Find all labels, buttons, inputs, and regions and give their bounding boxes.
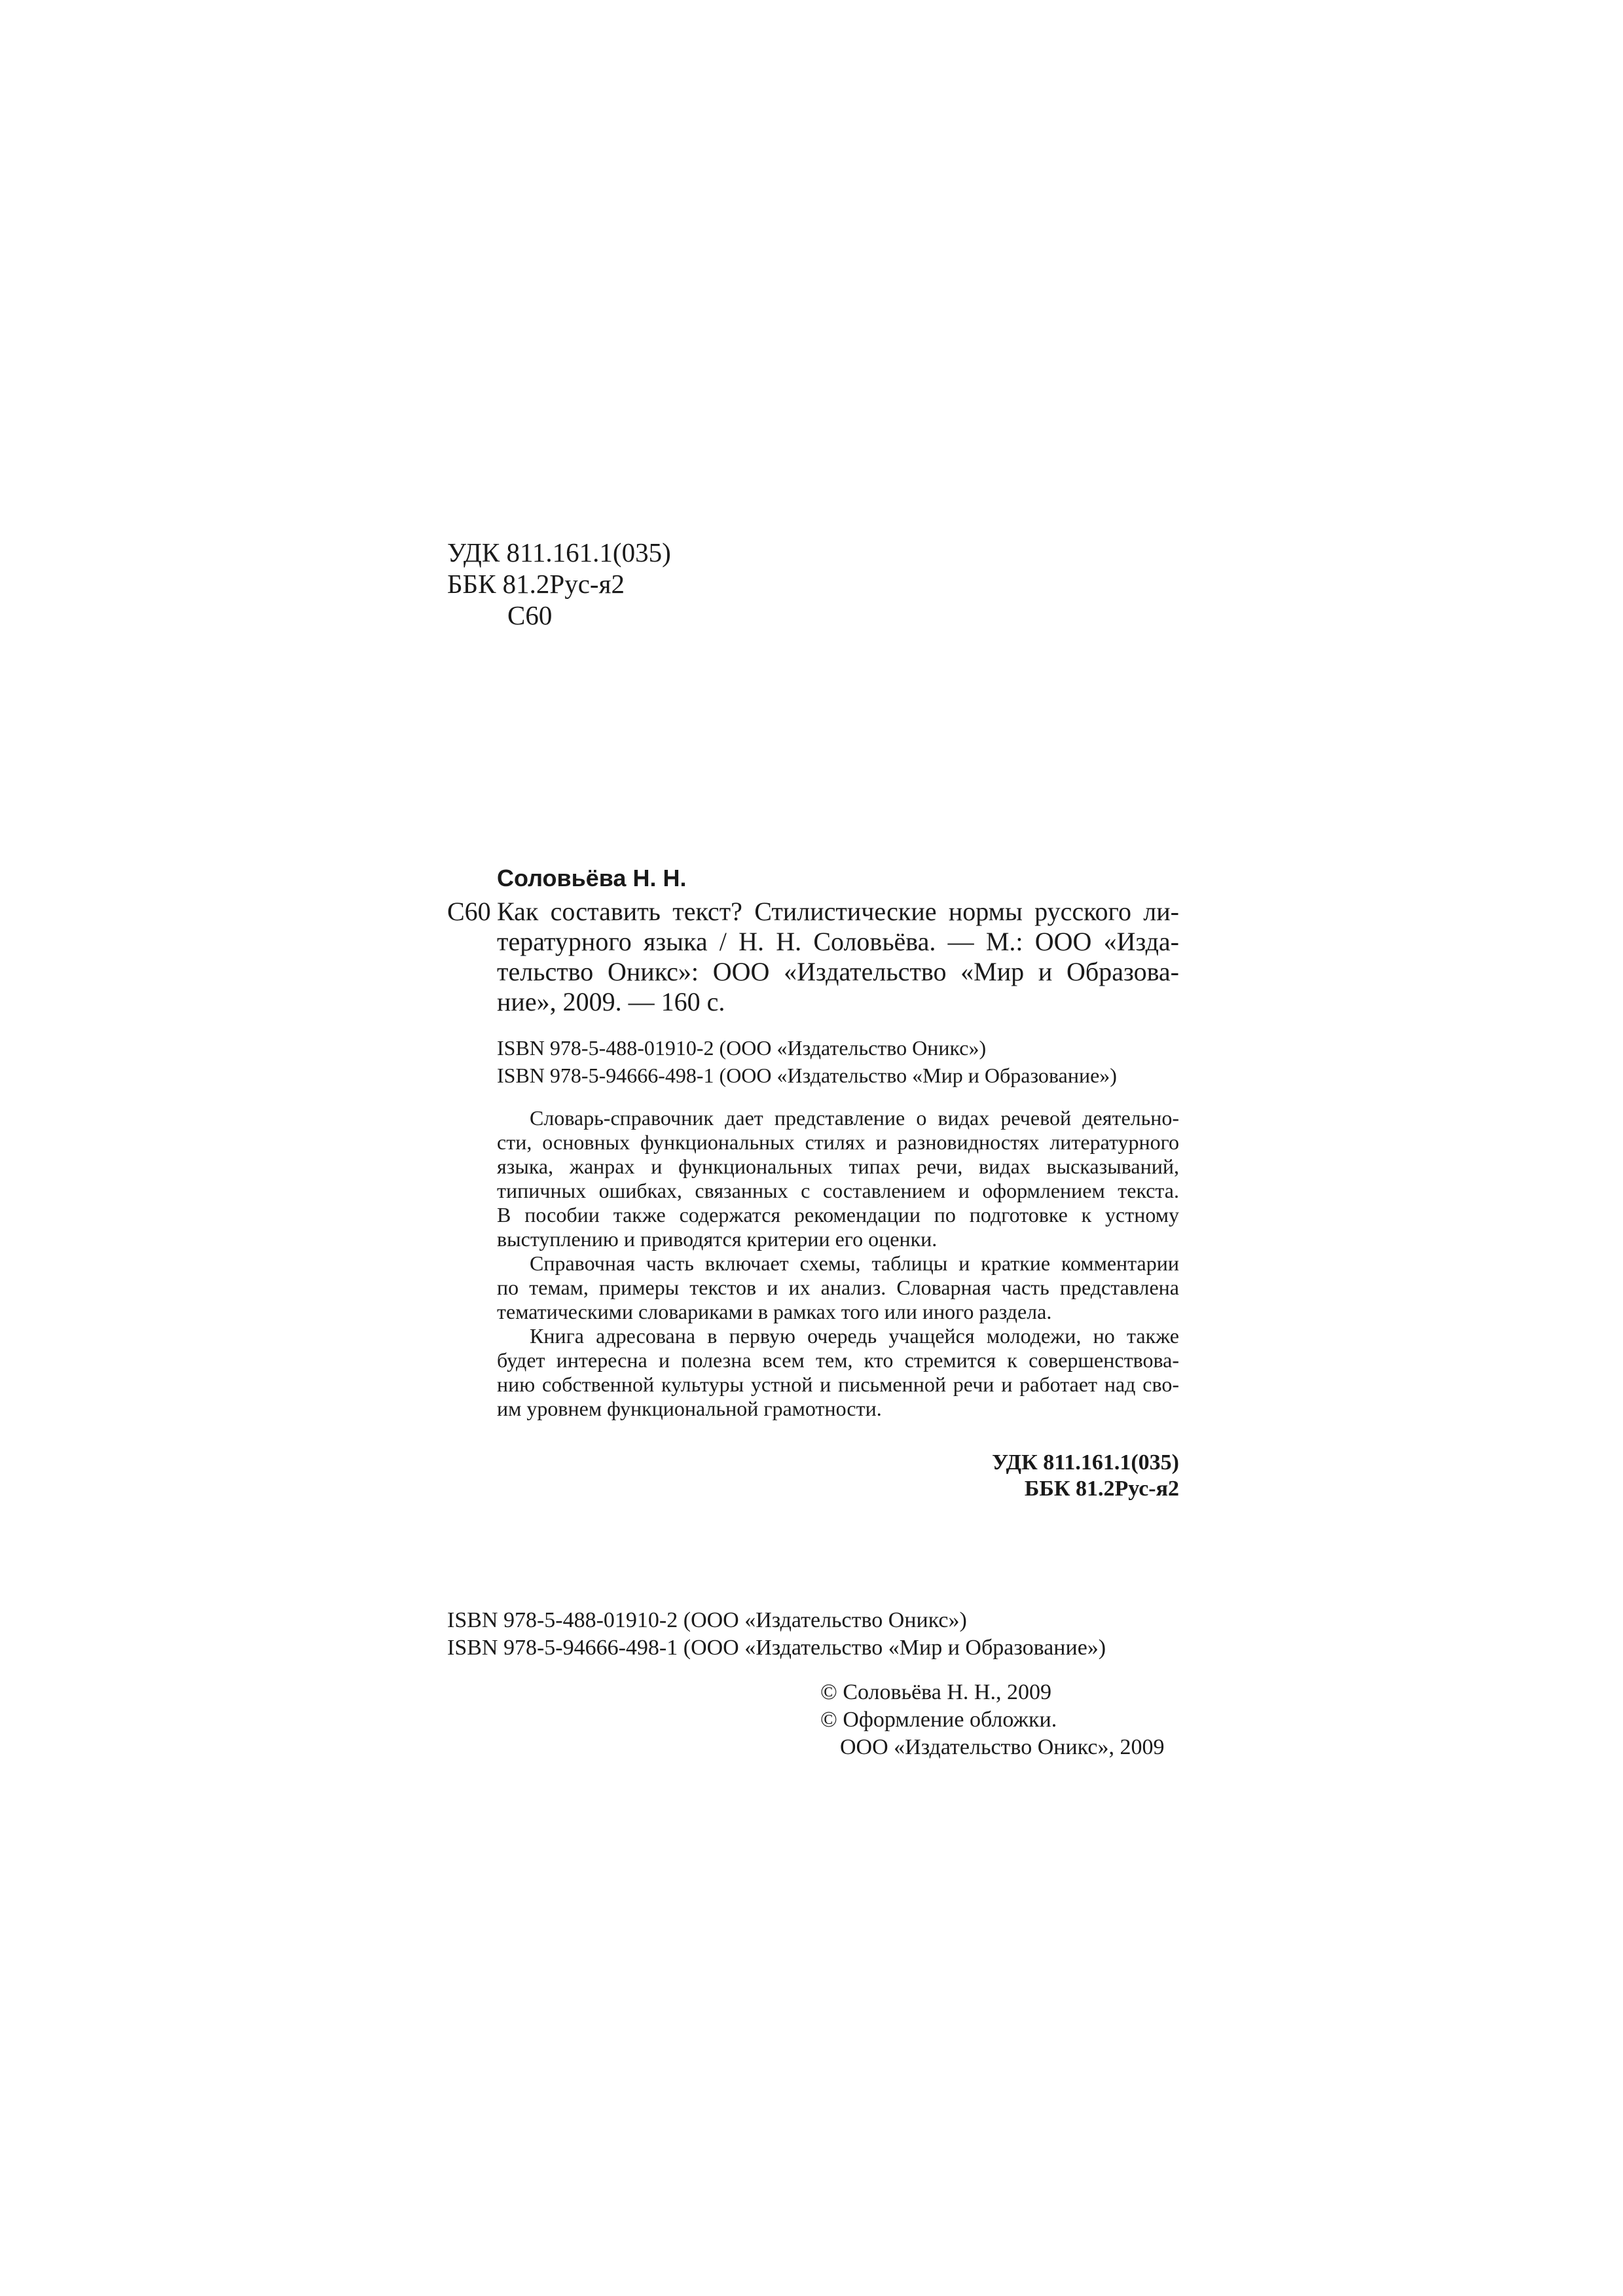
classification-block xyxy=(447,537,671,631)
entry-bbk: ББК 81.2Рус-я2 xyxy=(1024,1477,1179,1501)
copyright-author: © Соловьёва Н. Н., 2009 xyxy=(820,1680,1051,1704)
abstract-paragraph-1 xyxy=(497,1106,1179,1251)
entry-description xyxy=(497,897,1179,1017)
bbk-code: ББК 81.2Рус-я2 xyxy=(447,569,625,599)
entry-isbn-onyx: ISBN 978-5-488-01910-2 (ООО «Издательство Оникс») xyxy=(497,1036,987,1060)
abstract-line: будет интересна и полезна всем тем, кто стремится к совершенствова- xyxy=(497,1348,1179,1372)
abstract-line: по темам, примеры текстов и их анализ. Словарная часть представлена xyxy=(497,1276,1179,1299)
copyright-cover: © Оформление обложки. xyxy=(820,1708,1057,1732)
entry-author-mark: С60 xyxy=(447,897,491,926)
entry-isbn-list xyxy=(497,1034,1179,1089)
abstract-line: Книга адресована в первую очередь учащейся молодежи, но также xyxy=(530,1324,1179,1348)
abstract-paragraph-2 xyxy=(497,1251,1179,1324)
abstract-line: тематическими словариками в рамках того или иного раздела. xyxy=(497,1300,1052,1323)
copyright-block xyxy=(820,1679,1164,1761)
isbn-onyx: ISBN 978-5-488-01910-2 (ООО «Издательство Оникс») xyxy=(447,1608,967,1632)
abstract-line: сти, основных функциональных стилях и разновидностях литературного xyxy=(497,1130,1179,1154)
abstract xyxy=(497,1106,1179,1421)
abstract-line: выступлению и приводятся критерии его оценки. xyxy=(497,1227,938,1251)
udc-code: УДК 811.161.1(035) xyxy=(447,537,671,567)
isbn-block xyxy=(447,1607,1106,1662)
description-line: ние», 2009. — 160 с. xyxy=(497,987,725,1016)
entry-udc: УДК 811.161.1(035) xyxy=(992,1450,1179,1475)
description-line: Как составить текст? Стилистические нормы русского ли- xyxy=(497,897,1179,926)
description-line: тельство Оникс»: ООО «Издательство «Мир и Образова- xyxy=(497,957,1179,986)
abstract-line: им уровнем функциональной грамотности. xyxy=(497,1397,882,1420)
entry-description-row xyxy=(447,897,1179,1017)
abstract-line: типичных ошибках, связанных с составлением и оформлением текста. xyxy=(497,1179,1179,1202)
abstract-line: языка, жанрах и функциональных типах речи, видах высказываний, xyxy=(497,1155,1179,1178)
entry-author: Соловьёва Н. Н. xyxy=(497,865,687,891)
abstract-line: В пособии также содержатся рекомендации по подготовке к устному xyxy=(497,1203,1179,1227)
abstract-line: Словарь-справочник дает представление о видах речевой деятельно- xyxy=(530,1106,1179,1130)
description-line: тературного языка / Н. Н. Соловьёва. — М.: ООО «Изда- xyxy=(497,927,1179,956)
entry-classification xyxy=(447,1450,1179,1502)
entry-isbn-mir: ISBN 978-5-94666-498-1 (ООО «Издательство «Мир и Образование») xyxy=(497,1064,1117,1087)
bibliographic-entry xyxy=(447,864,1179,1502)
abstract-line: Справочная часть включает схемы, таблицы и краткие комментарии xyxy=(530,1251,1179,1275)
abstract-paragraph-3 xyxy=(497,1324,1179,1421)
author-mark: С60 xyxy=(507,600,553,630)
isbn-mir: ISBN 978-5-94666-498-1 (ООО «Издательство «Мир и Образование») xyxy=(447,1636,1106,1660)
abstract-line: нию собственной культуры устной и письменной речи и работает над сво- xyxy=(497,1372,1179,1396)
copyright-publisher: ООО «Издательство Оникс», 2009 xyxy=(840,1735,1165,1759)
